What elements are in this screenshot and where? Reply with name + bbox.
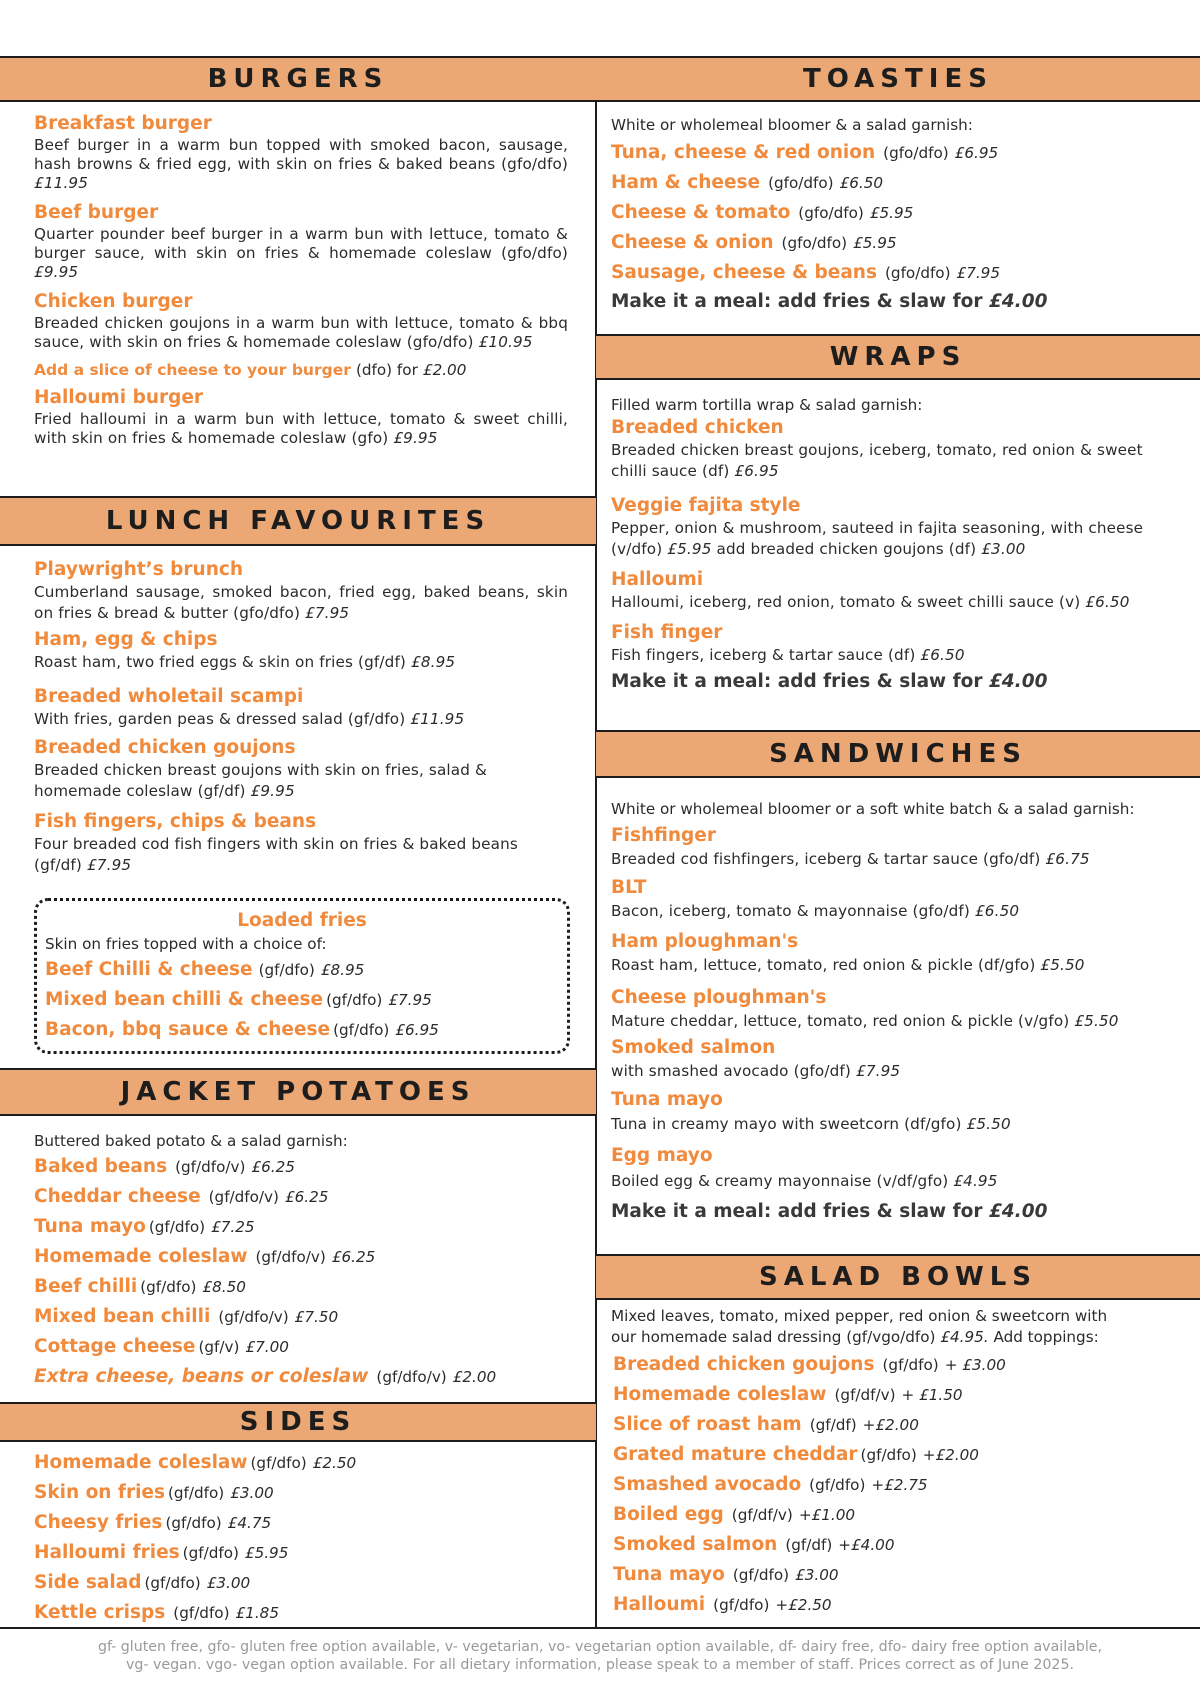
salad-header: SALAD BOWLS [596,1254,1200,1300]
menu-item: Fishfinger Breaded cod fishfingers, iceberg & tartar sauce (gfo/df) £6.75 [611,825,1090,868]
burgers-section [0,56,596,448]
list-item: Sausage, cheese & beans (gfo/dfo) £7.95 [611,262,1001,283]
list-item: Smoked salmon (gf/df) +£4.00 [613,1534,895,1555]
lunch-header: LUNCH FAVOURITES [0,496,596,546]
loaded-fries-intro: Skin on fries topped with a choice of: [45,935,327,953]
toasties-section [596,56,1200,316]
item-description: Fish fingers, iceberg & tartar sauce (df) £6.50 [611,646,965,664]
list-item: Cheese & onion (gfo/dfo) £5.95 [611,232,897,253]
salad-intro: Mixed leaves, tomato, mixed pepper, red onion & sweetcorn with our homemade salad dressing (gf/vgo/dfo) £4.95. Add toppings: [611,1307,1108,1346]
sandwiches-header: SANDWICHES [596,730,1200,778]
item-title: Beef burger [34,202,159,223]
item-title: Ham, egg & chips [34,629,218,650]
menu-item [34,386,568,448]
menu-item: Tuna mayo Tuna in creamy mayo with sweetcorn (df/gfo) £5.50 [611,1089,1011,1133]
jacket-header: JACKET POTATOES [0,1068,596,1116]
sandwiches-intro: White or wholemeal bloomer or a soft white batch & a salad garnish: [611,800,1135,818]
list-item: Grated mature cheddar (gf/dfo) +£2.00 [613,1444,979,1465]
menu-item [34,201,568,282]
menu-item: BLT Bacon, iceberg, tomato & mayonnaise (gfo/df) £6.50 [611,877,1020,920]
item-title: Halloumi [611,569,704,590]
list-item: Cheddar cheese (gf/dfo/v) £6.25 [34,1186,329,1207]
item-title: Halloumi burger [34,387,204,408]
sides-section [0,1402,596,1628]
list-item: Skin on fries (gf/dfo) £3.00 [34,1482,274,1503]
list-item: Homemade coleslaw (gf/df/v) + £1.50 [613,1384,963,1405]
toasties-header: TOASTIES [596,56,1200,102]
item-title: Chicken burger [34,291,193,312]
footer-line: gf- gluten free, gfo- gluten free option available, v- vegetarian, vo- vegetarian option available, df- dairy free, dfo- dairy free option available, [97,1639,1103,1655]
list-item: Breaded chicken goujons (gf/dfo) + £3.00 [613,1354,1006,1375]
item-title: Fish finger [611,622,723,643]
wraps-intro: Filled warm tortilla wrap & salad garnish: [611,396,923,414]
lunch-section [0,496,596,1040]
wraps-header: WRAPS [596,334,1200,380]
item-price: £9.95 [34,263,79,281]
list-item: Ham & cheese (gfo/dfo) £6.50 [611,172,884,193]
list-item: Tuna mayo (gf/dfo) £7.25 [34,1216,255,1237]
list-item: Baked beans (gf/dfo/v) £6.25 [34,1156,295,1177]
item-description: Pepper, onion & mushroom, sauteed in fajita seasoning, with cheese (v/dfo) £5.95 add breaded chicken goujons (df) £3.00 [611,519,1144,558]
menu-item [34,558,568,624]
list-item: Homemade coleslaw (gf/dfo/v) £6.25 [34,1246,376,1267]
item-price: £9.95 [393,429,438,447]
list-item: Smashed avocado (gf/dfo) +£2.75 [613,1474,928,1495]
menu-item: Ham ploughman's Roast ham, lettuce, tomato, red onion & pickle (df/gfo) £5.50 [611,931,1085,974]
list-item: Bacon, bbq sauce & cheese (gf/dfo) £6.95 [45,1019,439,1040]
list-item: Kettle crisps (gf/dfo) £1.85 [34,1602,279,1623]
wraps-section [596,334,1200,696]
item-price: £8.95 [411,653,456,671]
item-price: £7.95 [305,604,350,622]
dietary-footer [0,1638,1200,1674]
item-price: £11.95 [34,174,89,192]
bottom-rule [0,1627,1200,1629]
list-item: Side salad (gf/dfo) £3.00 [34,1572,251,1593]
menu-item [34,736,568,802]
jacket-intro: Buttered baked potato & a salad garnish: [34,1132,348,1150]
list-item: Boiled egg (gf/df/v) +£1.00 [613,1504,856,1525]
menu-item: Smoked salmon with smashed avocado (gfo/df) £7.95 [611,1037,901,1080]
menu-item [34,628,568,673]
meal-upgrade: Make it a meal: add fries & slaw for £4.00 [611,1201,1048,1222]
menu-item [611,416,1172,482]
list-item: Mixed bean chilli & cheese (gf/dfo) £7.95 [45,989,432,1010]
list-item: Beef Chilli & cheese (gf/dfo) £8.95 [45,959,365,980]
sides-header: SIDES [0,1402,596,1442]
menu-item [611,568,1172,613]
menu-item [611,621,1172,666]
list-item: Slice of roast ham (gf/df) +£2.00 [613,1414,919,1435]
item-price: £11.95 [410,710,465,728]
item-description: Breaded chicken breast goujons with skin on fries, salad & homemade coleslaw (gf/df) £9.95 [34,761,488,800]
list-item: Cheesy fries (gf/dfo) £4.75 [34,1512,272,1533]
item-price: £10.95 [478,333,533,351]
item-description: Halloumi, iceberg, red onion, tomato & sweet chilli sauce (v) £6.50 [611,593,1130,611]
item-title: Breaded chicken goujons [34,737,296,758]
menu-item: Cheese ploughman's Mature cheddar, lettuce, tomato, red onion & pickle (v/gfo) £5.50 [611,987,1119,1030]
item-price: £7.95 [86,856,132,874]
list-item: Extra cheese, beans or coleslaw (gf/dfo/v) £2.00 [34,1366,497,1387]
list-item: Cheese & tomato (gfo/dfo) £5.95 [611,202,914,223]
menu-item [34,290,568,352]
burgers-header: BURGERS [0,56,596,102]
loaded-fries-box [34,898,570,1054]
item-description: Cumberland sausage, smoked bacon, fried egg, baked beans, skin on fries & bread & butter (gfo/dfo) £7.95 [34,583,568,622]
loaded-fries-title: Loaded fries [237,910,367,931]
menu-item: Egg mayo Boiled egg & creamy mayonnaise (v/df/gfo) £4.95 [611,1145,998,1190]
menu-item [611,494,1172,560]
salad-section [596,1254,1200,1620]
meal-upgrade: Make it a meal: add fries & slaw for £4.00 [611,671,1048,692]
list-item: Homemade coleslaw (gf/dfo) £2.50 [34,1452,357,1473]
meal-upgrade: Make it a meal: add fries & slaw for £4.00 [611,291,1048,312]
item-description: Beef burger in a warm bun topped with smoked bacon, sausage, hash browns & fried egg, with skin on fries & baked beans (gfo/dfo) £11.95 [34,136,568,192]
item-description: Four breaded cod fish fingers with skin on fries & baked beans (gf/df) £7.95 [34,835,518,874]
item-description: With fries, garden peas & dressed salad (gf/dfo) £11.95 [34,710,465,728]
item-title: Playwright’s brunch [34,559,244,580]
menu-item [34,112,568,193]
footer-line: vg- vegan. vgo- vegan option available. For all dietary information, please speak to a member of staff. Prices correct as of June 2025. [125,1657,1074,1673]
item-title: Breaded wholetail scampi [34,686,304,707]
item-description: Roast ham, two fried eggs & skin on fries (gf/df) £8.95 [34,653,456,671]
toasties-intro: White or wholemeal bloomer & a salad garnish: [611,116,973,134]
list-item: Mixed bean chilli (gf/dfo/v) £7.50 [34,1306,339,1327]
item-description: Quarter pounder beef burger in a warm bun with lettuce, tomato & burger sauce, with skin on fries & homemade coleslaw (gfo/dfo) £9.95 [34,225,568,281]
jacket-section [0,1068,596,1392]
item-description: Fried halloumi in a warm bun with lettuce, tomato & sweet chilli, with skin on fries & homemade coleslaw (gfo) £9.95 [34,410,568,447]
list-item: Halloumi (gf/dfo) +£2.50 [613,1594,832,1615]
menu-item [34,685,568,730]
list-item: Cottage cheese (gf/v) £7.00 [34,1336,289,1357]
item-price: £9.95 [250,782,295,800]
item-description: Breaded chicken breast goujons, iceberg, tomato, red onion & sweet chilli sauce (df) £6.95 [611,441,1143,480]
list-item: Halloumi fries (gf/dfo) £5.95 [34,1542,289,1563]
item-title: Veggie fajita style [611,495,801,516]
list-item: Beef chilli (gf/dfo) £8.50 [34,1276,246,1297]
item-title: Fish fingers, chips & beans [34,811,317,832]
item-description: Breaded chicken goujons in a warm bun with lettuce, tomato & bbq sauce, with skin on fries & homemade coleslaw (gfo/dfo) £10.95 [34,314,568,351]
menu-item [34,810,568,876]
burger-addon: Add a slice of cheese to your burger (dfo) for £2.00 [34,361,467,379]
item-title: Breaded chicken [611,417,784,438]
sandwiches-section [596,730,1200,1226]
list-item: Tuna mayo (gf/dfo) £3.00 [613,1564,839,1585]
list-item: Tuna, cheese & red onion (gfo/dfo) £6.95 [611,142,999,163]
item-title: Breakfast burger [34,113,212,134]
